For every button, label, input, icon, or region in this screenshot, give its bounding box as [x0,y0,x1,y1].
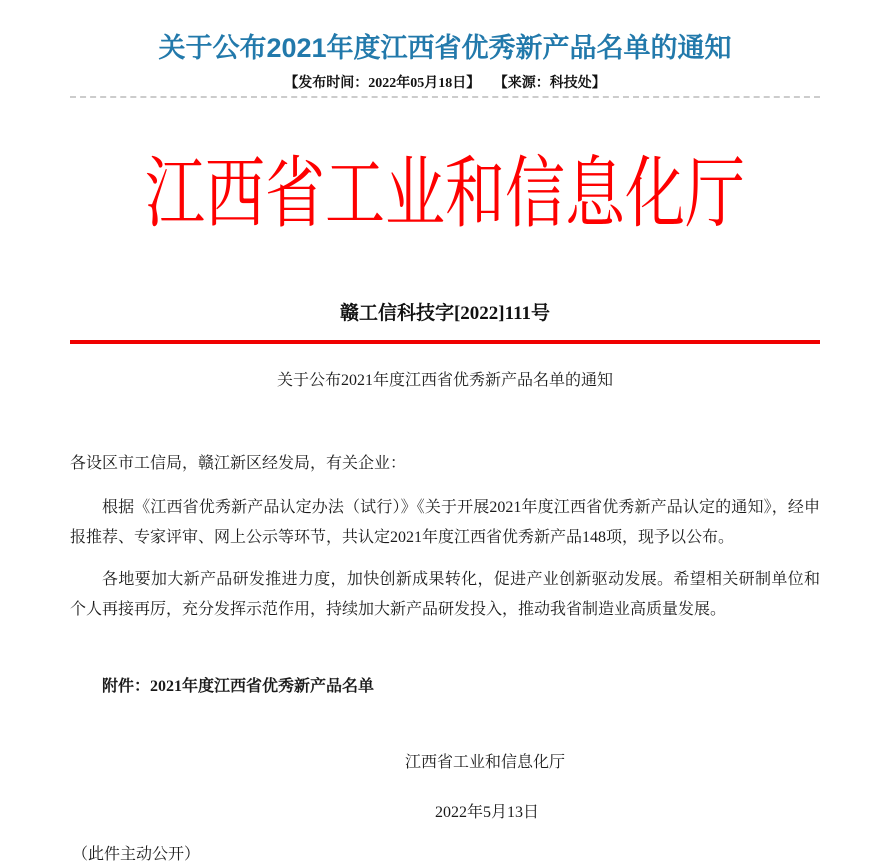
dashed-divider [70,96,820,98]
letterhead-text: 江西省工业和信息化厅 [145,151,745,237]
document-number: 赣工信科技字[2022]111号 [339,303,551,324]
publish-time: 【发布时间：2022年05月18日】 [284,76,481,91]
signature: 江西省工业和信息化厅 [404,754,565,771]
signature-date: 2022年5月13日 [434,804,539,821]
attachment-line: 附件：2021年度江西省优秀新产品名单 [102,678,375,695]
notice-page [70,0,820,865]
red-divider [70,340,820,344]
meta-line [70,75,820,93]
letterhead [70,150,820,238]
body-paragraph-1: 根据《江西省优秀新产品认定办法（试行）》《关于开展2021年度江西省优秀新产品认定的通知》，经申报推荐、专家评审、网上公示等环节，共认定2021年度江西省优秀新产品148项，现予以公布。 [70,499,820,546]
disclosure-note: （此件主动公开） [72,846,201,863]
body-paragraph-2: 各地要加大新产品研发推进力度，加快创新成果转化，促进产业创新驱动发展。希望相关研制单位和个人再接再厉，充分发挥示范作用，持续加大新产品研发投入，推动我省制造业高质量发展。 [70,571,820,618]
document-title: 关于公布2021年度江西省优秀新产品名单的通知 [276,372,613,389]
source-label: 【来源：科技处】 [493,76,606,91]
page-title: 关于公布2021年度江西省优秀新产品名单的通知 [158,33,732,63]
salutation: 各设区市工信局，赣江新区经发局，有关企业： [70,455,407,472]
